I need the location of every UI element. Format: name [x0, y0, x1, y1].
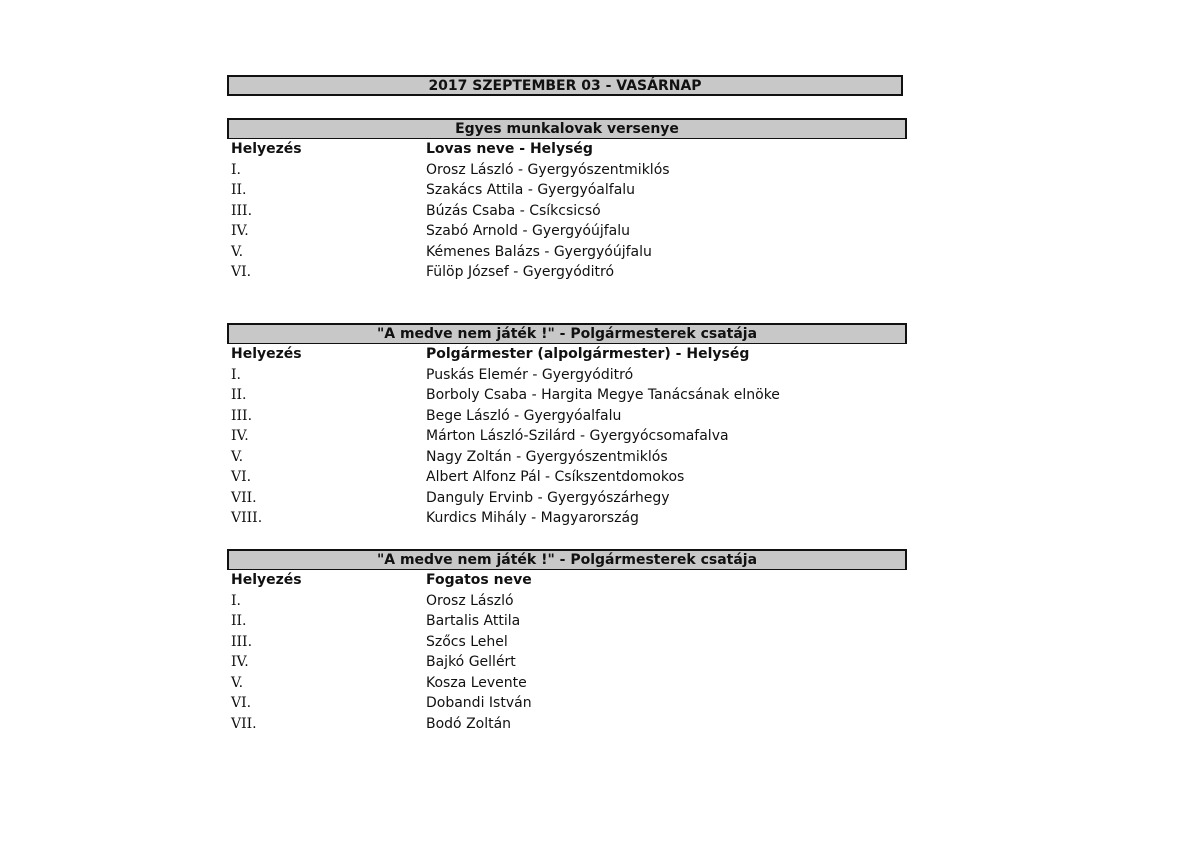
place-cell: IV.	[231, 654, 249, 670]
name-cell: Szakács Attila - Gyergyóalfalu	[426, 182, 636, 198]
table-row	[227, 508, 907, 529]
name-cell: Szőcs Lehel	[426, 633, 508, 650]
name-cell: Kosza Levente	[426, 674, 527, 691]
name-cell: Borboly Csaba - Hargita Megye Tanácsának elnöke	[426, 387, 780, 403]
table-row	[227, 693, 907, 714]
place-cell: VII.	[231, 715, 257, 732]
table-row	[227, 652, 907, 673]
place-cell: V.	[231, 448, 244, 465]
table-row	[227, 262, 907, 283]
table-row	[227, 160, 907, 181]
table-row	[227, 467, 907, 488]
place-cell: III.	[231, 407, 253, 424]
name-cell: Danguly Ervinb - Gyergyószárhegy	[426, 489, 670, 506]
column-header-place: Helyezés	[231, 572, 302, 588]
column-header-name: Polgármester (alpolgármester) - Helység	[426, 346, 750, 362]
name-cell: Szabó Arnold - Gyergyóújfalu	[426, 223, 630, 239]
table-row	[227, 632, 907, 653]
table-row	[227, 426, 907, 447]
place-cell: III.	[231, 633, 253, 650]
column-header-place: Helyezés	[231, 346, 302, 362]
table-row	[227, 488, 907, 509]
name-cell: Bodó Zoltán	[426, 715, 512, 732]
name-cell: Puskás Elemér - Gyergyóditró	[426, 366, 634, 383]
place-cell: V.	[231, 243, 244, 260]
table-row	[227, 447, 907, 468]
place-cell: II.	[231, 387, 247, 403]
place-cell: II.	[231, 182, 247, 198]
section-header: Egyes munkalovak versenye	[227, 118, 907, 139]
place-cell: I.	[231, 592, 241, 609]
table-row	[227, 201, 907, 222]
section-header: "A medve nem játék !" - Polgármesterek csatája	[227, 549, 907, 570]
name-cell: Búzás Csaba - Csíkcsicsó	[426, 202, 601, 219]
table-row	[227, 385, 907, 406]
table-row	[227, 365, 907, 386]
table-row	[227, 406, 907, 427]
place-cell: VII.	[231, 489, 257, 506]
table-row	[227, 221, 907, 242]
table-header-row	[227, 344, 907, 365]
name-cell: Dobandi István	[426, 695, 532, 711]
name-cell: Nagy Zoltán - Gyergyószentmiklós	[426, 448, 668, 465]
place-cell: II.	[231, 613, 247, 629]
column-header-name: Fogatos neve	[426, 572, 532, 588]
name-cell: Kurdics Mihály - Magyarország	[426, 510, 639, 526]
name-cell: Márton László-Szilárd - Gyergyócsomafalva	[426, 428, 729, 444]
table-row	[227, 673, 907, 694]
name-cell: Orosz László - Gyergyószentmiklós	[426, 161, 670, 178]
name-cell: Fülöp József - Gyergyóditró	[426, 264, 615, 280]
table-header-row	[227, 139, 907, 160]
table-row	[227, 180, 907, 201]
place-cell: VI.	[231, 695, 252, 711]
table-row	[227, 714, 907, 735]
section-header: "A medve nem játék !" - Polgármesterek csatája	[227, 323, 907, 344]
results-section	[227, 323, 907, 529]
name-cell: Bege László - Gyergyóalfalu	[426, 407, 622, 424]
results-section	[227, 118, 907, 283]
table-header-row	[227, 570, 907, 591]
name-cell: Orosz László	[426, 592, 514, 609]
place-cell: IV.	[231, 223, 249, 239]
table-row	[227, 242, 907, 263]
name-cell: Bajkó Gellért	[426, 654, 516, 670]
table-row	[227, 591, 907, 612]
name-cell: Albert Alfonz Pál - Csíkszentdomokos	[426, 469, 685, 485]
place-cell: IV.	[231, 428, 249, 444]
place-cell: V.	[231, 674, 244, 691]
place-cell: I.	[231, 161, 241, 178]
page-title: 2017 SZEPTEMBER 03 - VASÁRNAP	[227, 75, 903, 96]
place-cell: III.	[231, 202, 253, 219]
place-cell: VI.	[231, 264, 252, 280]
place-cell: VIII.	[231, 510, 263, 526]
results-section	[227, 549, 907, 734]
place-cell: I.	[231, 366, 241, 383]
place-cell: VI.	[231, 469, 252, 485]
name-cell: Bartalis Attila	[426, 613, 521, 629]
column-header-place: Helyezés	[231, 141, 302, 157]
column-header-name: Lovas neve - Helység	[426, 141, 593, 157]
table-row	[227, 611, 907, 632]
name-cell: Kémenes Balázs - Gyergyóújfalu	[426, 243, 652, 260]
